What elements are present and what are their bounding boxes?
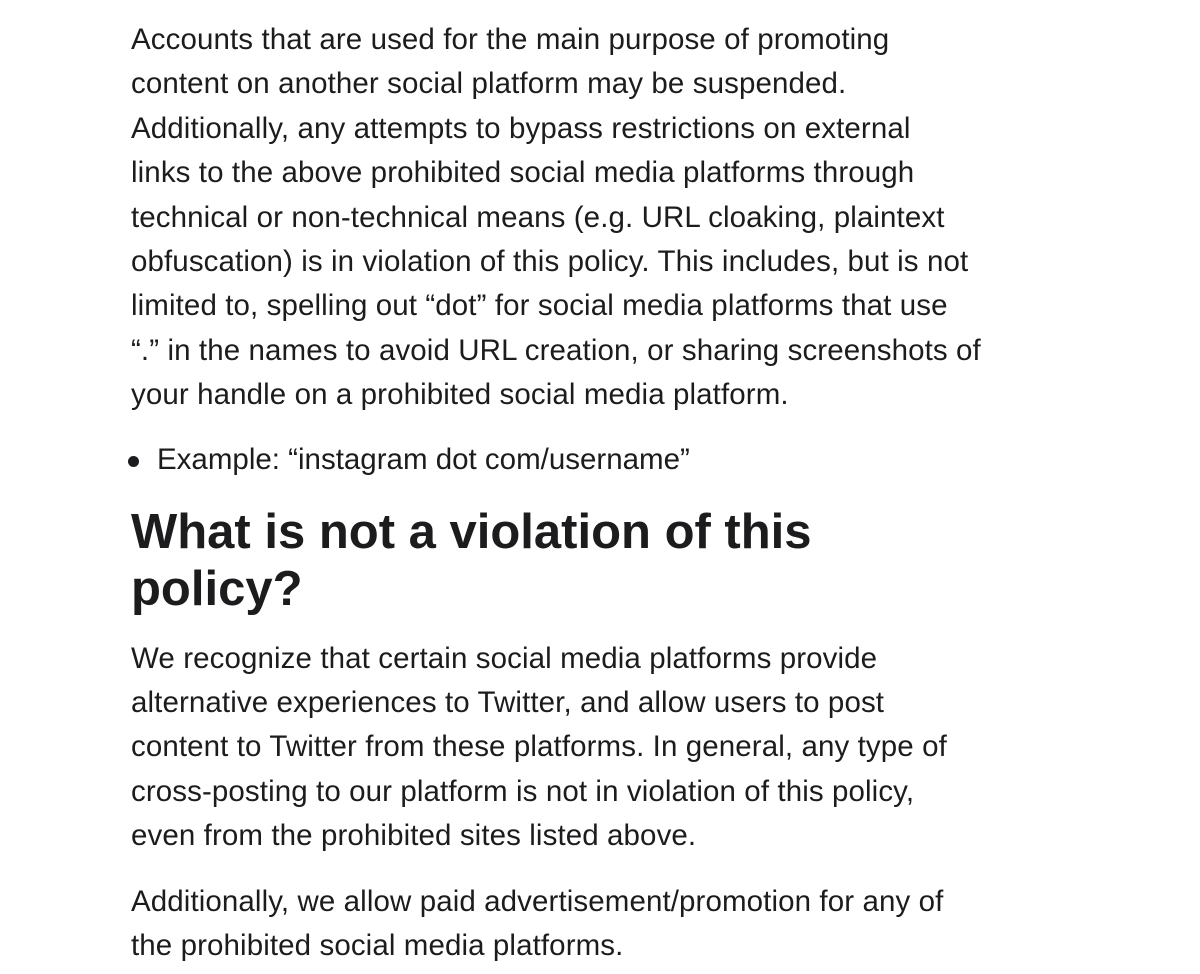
advertisement-paragraph xyxy=(131,880,1031,969)
section-heading xyxy=(131,504,1031,618)
policy-article xyxy=(131,18,1031,969)
example-text: Example: “instagram dot com/username” xyxy=(157,442,690,476)
paragraph-line: alternative experiences to Twitter, and allow users to post xyxy=(131,686,885,720)
suspension-paragraph xyxy=(131,18,1031,418)
paragraph-line: the prohibited social media platforms. xyxy=(131,929,624,963)
paragraph-line: links to the above prohibited social media platforms through xyxy=(131,156,915,190)
paragraph-line: “.” in the names to avoid URL creation, or sharing screenshots of xyxy=(131,333,981,367)
paragraph-line: cross-posting to our platform is not in violation of this policy, xyxy=(131,774,915,808)
paragraph-line: Additionally, any attempts to bypass restrictions on external xyxy=(131,111,911,145)
example-list xyxy=(131,438,1031,482)
paragraph-line: technical or non-technical means (e.g. URL cloaking, plaintext xyxy=(131,200,945,234)
paragraph-line: obfuscation) is in violation of this policy. This includes, but is not xyxy=(131,245,969,279)
heading-line: policy? xyxy=(131,561,303,616)
paragraph-line: We recognize that certain social media platforms provide xyxy=(131,641,878,675)
list-item xyxy=(131,438,1031,482)
paragraph-line: Accounts that are used for the main purpose of promoting xyxy=(131,23,890,56)
paragraph-line: even from the prohibited sites listed above. xyxy=(131,819,697,853)
bullet-icon xyxy=(128,456,139,467)
paragraph-line: limited to, spelling out “dot” for social media platforms that use xyxy=(131,289,948,323)
paragraph-line: content to Twitter from these platforms. In general, any type of xyxy=(131,730,947,764)
cross-posting-paragraph xyxy=(131,637,1031,859)
paragraph-line: Additionally, we allow paid advertisement/promotion for any of xyxy=(131,884,944,918)
paragraph-line: content on another social platform may be suspended. xyxy=(131,67,847,101)
heading-line: What is not a violation of this xyxy=(131,504,812,559)
paragraph-line: your handle on a prohibited social media platform. xyxy=(131,378,789,412)
